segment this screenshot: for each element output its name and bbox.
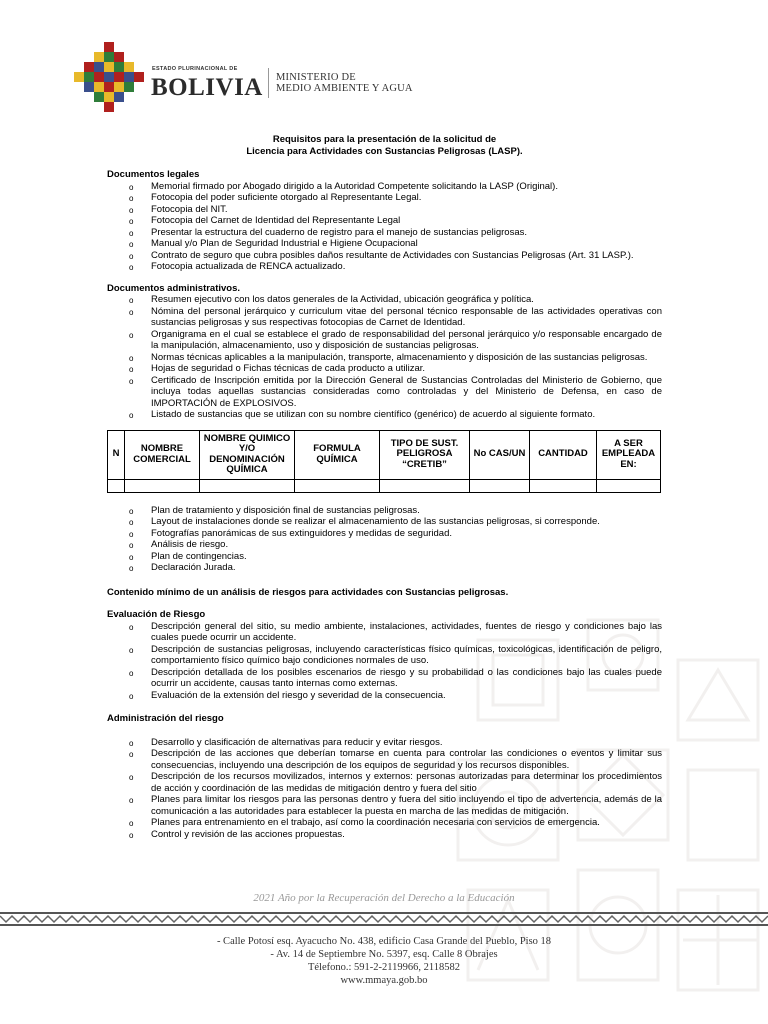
header-divider [268, 68, 269, 98]
list-item: o Normas técnicas aplicables a la manipulación, transporte, almacenamiento y disposición de las sustancias peligrosas. [107, 352, 662, 364]
table-header-cell: NOMBRE QUIMICO Y/O DENOMINACIÓN QUÍMICA [200, 430, 295, 479]
ministry-line-2: MEDIO AMBIENTE Y AGUA [276, 83, 413, 94]
table-cell [125, 479, 200, 492]
document-body [107, 134, 662, 840]
list-item: o Análisis de riesgo. [107, 539, 662, 551]
section-heading-administration: Administración del riesgo [107, 713, 224, 724]
section-heading-legal: Documentos legales [107, 169, 200, 180]
document-title [107, 134, 662, 158]
list-item: o Control y revisión de las acciones propuestas. [107, 829, 662, 841]
risk-evaluation-list [107, 621, 662, 702]
list-item: o Layout de instalaciones donde se realizar el almacenamiento de las sustancias peligrosas, si corresponde. [107, 516, 662, 528]
list-item: o Nómina del personal jerárquico y curriculum vitae del personal técnico responsable de las actividades operativas con sustancias peligrosas y sus respectivas fotocopias de Carnet de Identidad. [107, 306, 662, 329]
table-header-cell: No CAS/UN [470, 430, 530, 479]
table-header-row [108, 430, 661, 479]
list-item: o Fotocopia del NIT. [107, 204, 662, 216]
title-line-1: Requisitos para la presentación de la solicitud de [272, 134, 497, 145]
table-row [108, 479, 661, 492]
list-item: o Fotocopia del poder suficiente otorgado al Representante Legal. [107, 192, 662, 204]
website-link[interactable]: www.mmaya.gob.bo [340, 975, 428, 986]
list-item: o Fotocopia actualizada de RENCA actualizado. [107, 261, 662, 273]
list-item: o Plan de contingencias. [107, 551, 662, 563]
list-item: o Planes para limitar los riesgos para las personas dentro y fuera del sitio incluyendo el tipo de advertencia, además de la comunicación a las autoridades para establecer la puesta en marcha de las medidas de mitigación. [107, 794, 662, 817]
list-item: o Manual y/o Plan de Seguridad Industrial e Higiene Ocupacional [107, 238, 662, 250]
decorative-footer-band [0, 912, 768, 926]
table-header-cell: CANTIDAD [530, 430, 597, 479]
ministry-name [276, 72, 413, 94]
list-item: o Presentar la estructura del cuaderno de registro para el manejo de sustancias peligrosas. [107, 227, 662, 239]
list-item: o Plan de tratamiento y disposición final de sustancias peligrosas. [107, 505, 662, 517]
substances-format-table [107, 430, 661, 493]
list-item: o Declaración Jurada. [107, 562, 662, 574]
bolivia-emblem-mosaic-icon [72, 42, 148, 118]
list-item: o Descripción de los recursos movilizados, internos y externos: personas autorizadas para determinar los procedimientos de acción y coordinación de las medidas de mitigación dentro y fuera del sitio [107, 771, 662, 794]
contact-address [0, 935, 768, 987]
address-line-2: - Av. 14 de Septiembre No. 5397, esq. Calle 8 Obrajes [270, 949, 498, 960]
table-header-cell: FORMULA QUÍMICA [295, 430, 380, 479]
title-line-2: Licencia para Actividades con Sustancias Peligrosas (LASP). [246, 146, 523, 157]
list-item: o Evaluación de la extensión del riesgo y severidad de la consecuencia. [107, 690, 662, 702]
table-cell [108, 479, 125, 492]
table-cell [597, 479, 661, 492]
list-item: o Listado de sustancias que se utilizan con su nombre científico (genérico) de acuerdo al siguiente formato. [107, 409, 662, 421]
legal-documents-list [107, 181, 662, 273]
list-item: o Descripción de sustancias peligrosas, incluyendo características físico químicas, toxicológicas, identificación de peligro, comportamiento físico químico bajo condiciones normales de uso. [107, 644, 662, 667]
section-heading-analysis: Contenido mínimo de un análisis de riesgos para actividades con Sustancias peligrosas. [107, 586, 509, 598]
list-item: o Organigrama en el cual se establece el grado de responsabilidad del personal jerárquico y/o responsable encargado de la manipulación, almacenamiento, uso y disposición de sustancias peligrosas. [107, 329, 662, 352]
list-item: o Desarrollo y clasificación de alternativas para reducir y evitar riesgos. [107, 737, 662, 749]
list-item: o Planes para entrenamiento en el trabajo, así como la coordinación necesaria con servicios de emergencia. [107, 817, 662, 829]
estado-plurinacional-label: ESTADO PLURINACIONAL DE [152, 66, 238, 72]
ministry-line-1: MINISTERIO DE [276, 72, 356, 83]
list-item: o Contrato de seguro que cubra posibles daños resultante de Actividades con Sustancias Peligrosas (Art. 31 LASP.). [107, 250, 662, 262]
table-header-cell: TIPO DE SUST. PELIGROSA “CRETIB” [380, 430, 470, 479]
table-cell [470, 479, 530, 492]
table-cell [380, 479, 470, 492]
list-item: o Descripción detallada de los posibles escenarios de riesgo y su probabilidad o las condiciones bajo las cuales puede ocurrir un accidente, causas tanto internas como externas. [107, 667, 662, 690]
additional-documents-list [107, 505, 662, 574]
list-item: o Hojas de seguridad o Fichas técnicas de cada producto a utilizar. [107, 363, 662, 375]
table-cell [530, 479, 597, 492]
list-item: o Descripción de las acciones que deberían tomarse en cuenta para controlar las condiciones o eventos y limitar sus consecuencias, incluyendo una descripción de los equipos de seguridad y los recursos disponibles. [107, 748, 662, 771]
risk-administration-list [107, 737, 662, 841]
list-item: o Memorial firmado por Abogado dirigido a la Autoridad Competente solicitando la LASP (Original). [107, 181, 662, 193]
section-heading-evaluation: Evaluación de Riesgo [107, 609, 206, 620]
list-item: o Resumen ejecutivo con los datos generales de la Actividad, ubicación geográfica y política. [107, 294, 662, 306]
table-cell [200, 479, 295, 492]
year-motto: 2021 Año por la Recuperación del Derecho a la Educación [253, 892, 515, 904]
list-item: o Fotocopia del Carnet de Identidad del Representante Legal [107, 215, 662, 227]
section-heading-admin: Documentos administrativos. [107, 282, 241, 294]
table-header-cell: A SER EMPLEADA EN: [597, 430, 661, 479]
list-item: o Fotografías panorámicas de sus extinguidores y medidas de seguridad. [107, 528, 662, 540]
admin-documents-list [107, 294, 662, 421]
table-header-cell: N [108, 430, 125, 479]
phone-line: Télefono.: 591-2-2119966, 2118582 [307, 962, 461, 973]
letterhead [72, 42, 692, 122]
list-item: o Descripción general del sitio, su medio ambiente, instalaciones, actividades, fuentes de riesgo y condiciones bajo las cuales puede ocurrir un accidente. [107, 621, 662, 644]
country-name: BOLIVIA [151, 74, 263, 101]
list-item: o Certificado de Inscripción emitida por la Dirección General de Sustancias Controladas del Ministerio de Gobierno, que incluya todas aquellas sustancias consideradas como controladas y del Ministerio de Defensa, en caso de IMPORTACIÓN de EXPLOSIVOS. [107, 375, 662, 410]
address-line-1: - Calle Potosí esq. Ayacucho No. 438, edificio Casa Grande del Pueblo, Piso 18 [216, 936, 552, 947]
table-header-cell: NOMBRE COMERCIAL [125, 430, 200, 479]
table-cell [295, 479, 380, 492]
